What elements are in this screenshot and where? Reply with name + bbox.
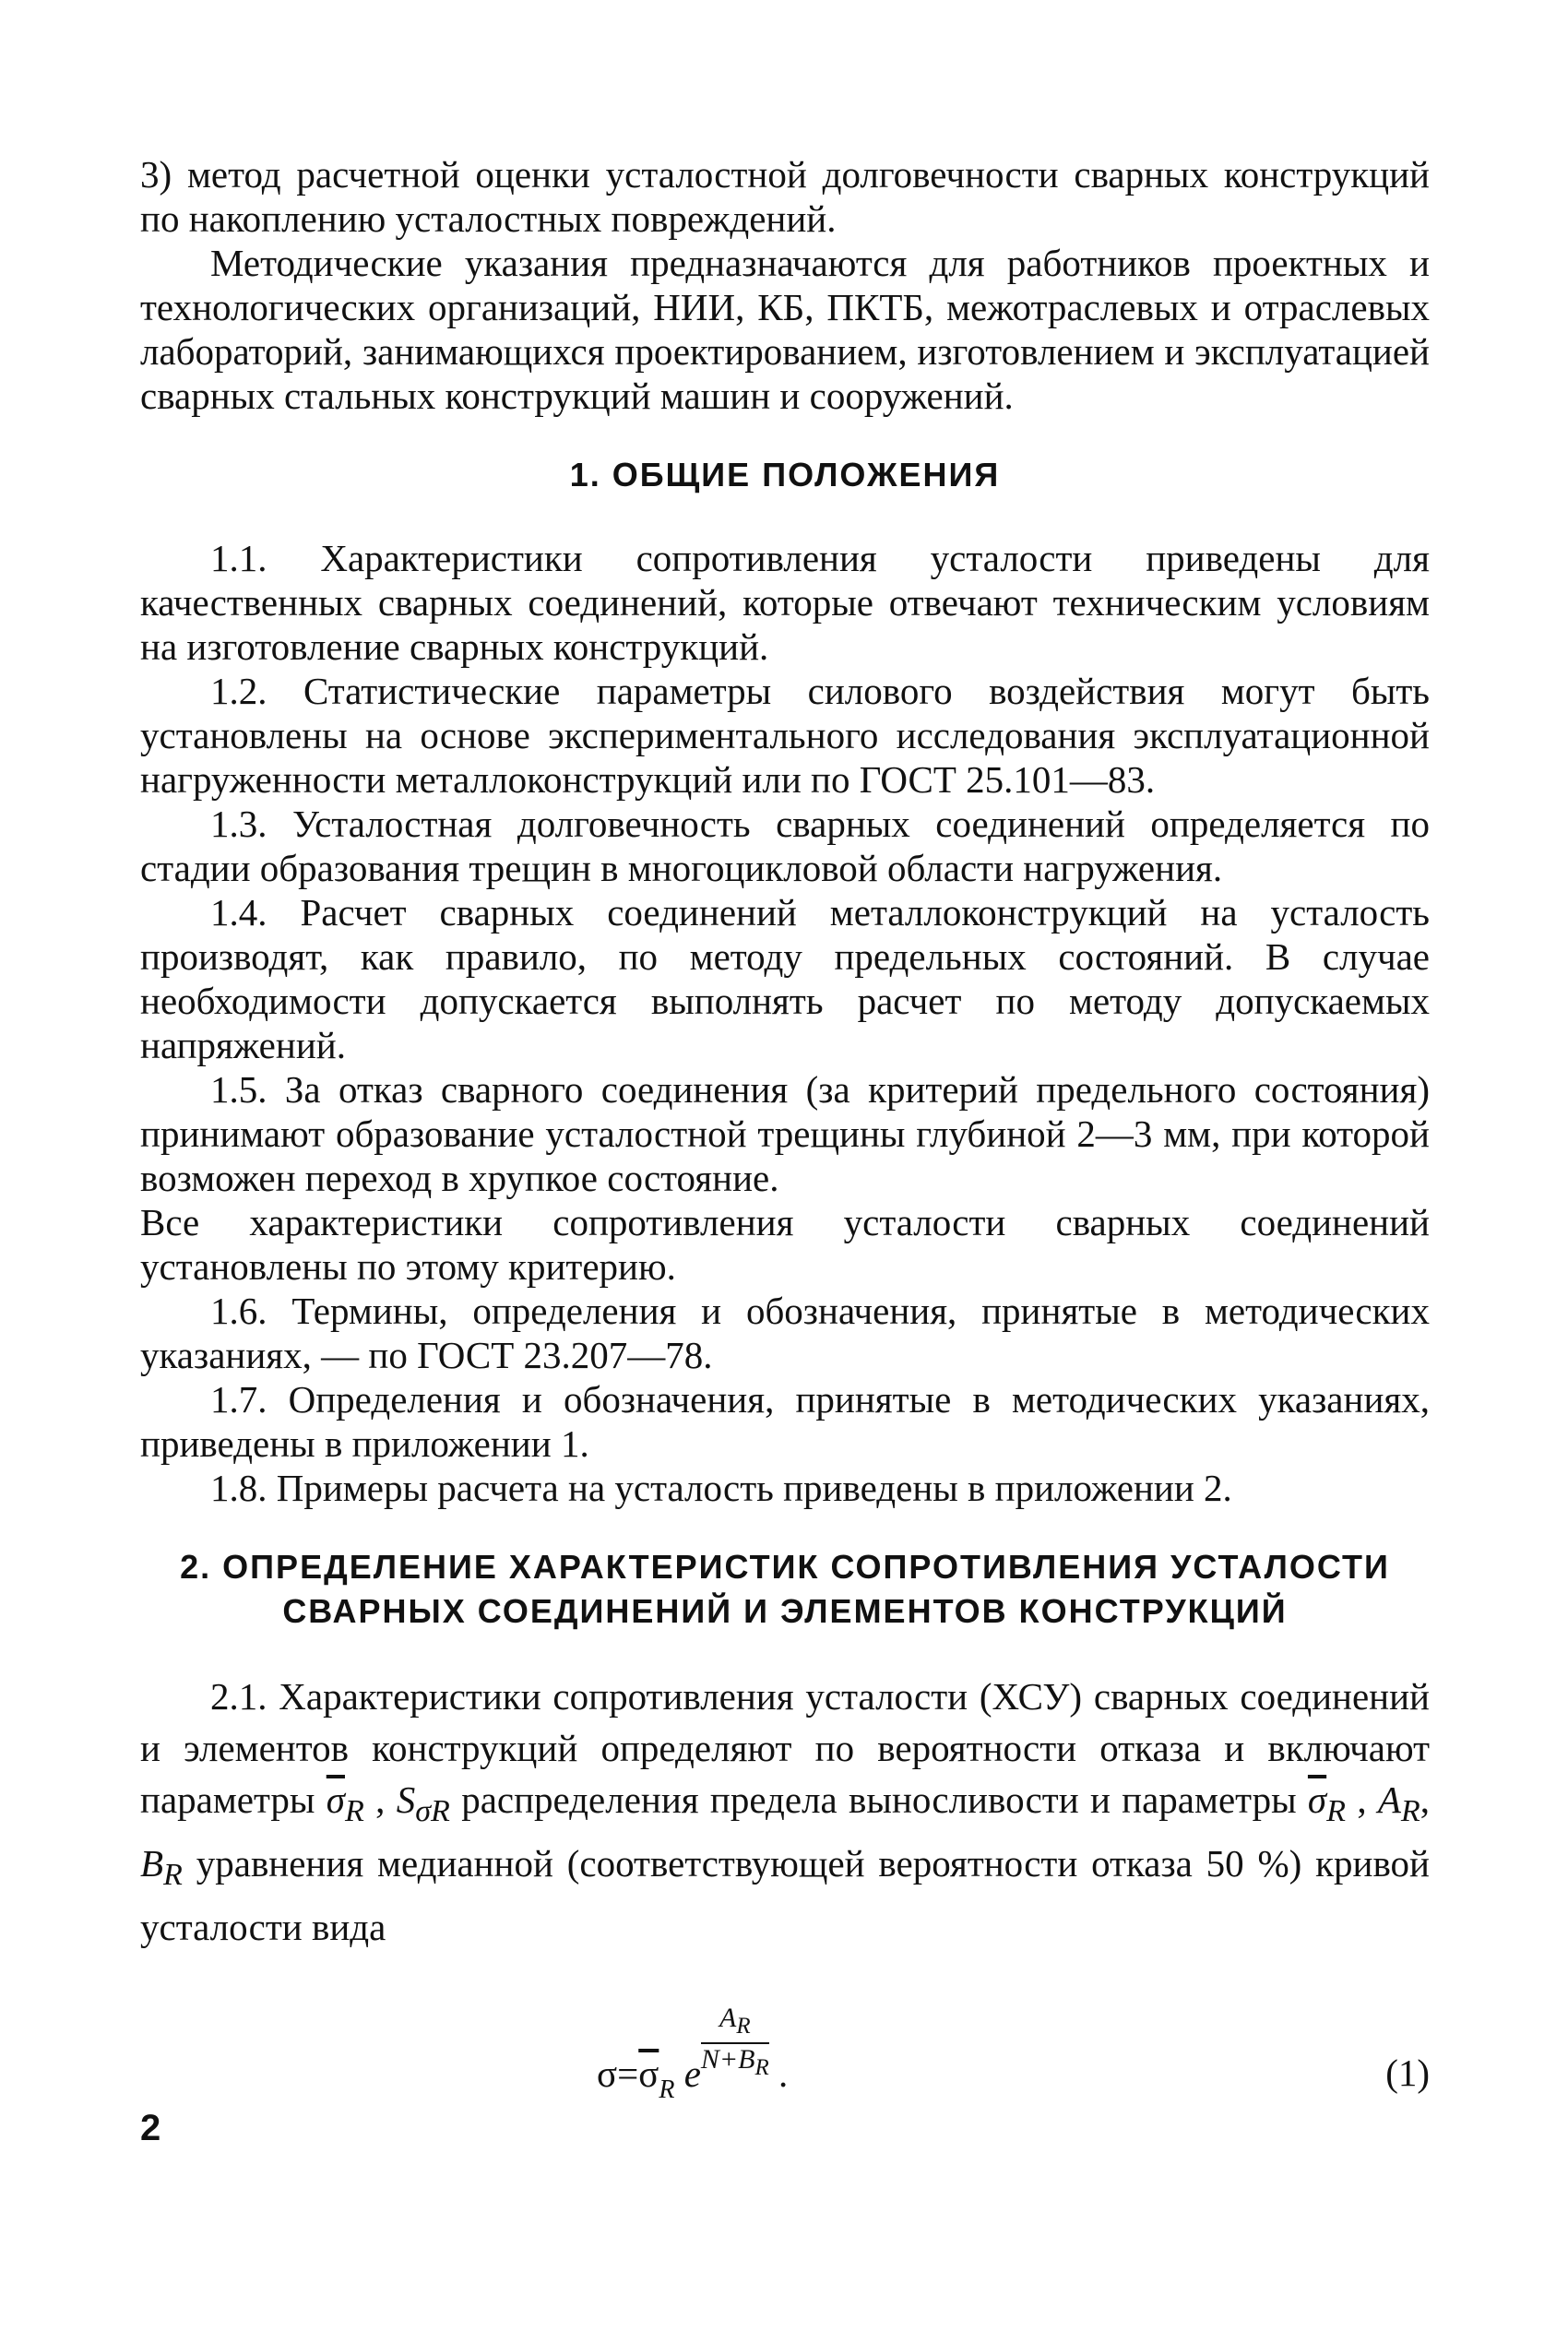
paragraph-2-1	[140, 1671, 1430, 1953]
paragraph-1-5-continued: Все характеристики сопротивления усталости сварных соединений установлены по этому критерию.	[140, 1201, 1430, 1288]
exponent-denominator	[701, 2044, 769, 2084]
a-r-subscript: R	[1400, 1794, 1420, 1829]
formula-base-subscript: R	[659, 2075, 675, 2105]
paragraph-2-1-text-c: уравнения медианной (соответствующей вероятности отказа 50 %) кривой усталости вида	[140, 1842, 1430, 1949]
separator-1: ,	[363, 1778, 397, 1821]
paragraph-1-1: 1.1. Характеристики сопротивления усталости приведены для качественных сварных соединений, которые отвечают техническим условиям на изготовление сварных конструкций.	[140, 537, 1430, 668]
separator-2: ,	[1346, 1778, 1378, 1821]
paragraph-1-7: 1.7. Определения и обозначения, принятые в методических указаниях, приведены в приложении 1.	[140, 1378, 1430, 1465]
sigma-r-subscript: R	[344, 1794, 364, 1829]
sigma-r-subscript-2: R	[1326, 1794, 1347, 1829]
paragraph-2-1-text-a: 2.1. Характеристики сопротивления усталости (ХСУ) сварных соединений и элементов конструкций определяют по вероятности отказа и включают параметры	[140, 1675, 1430, 1821]
separator-3: ,	[1420, 1778, 1431, 1821]
section-2-heading-line-2: СВАРНЫХ СОЕДИНЕНИЙ И ЭЛЕМЕНТОВ КОНСТРУКЦИЙ	[282, 1592, 1288, 1630]
intro-item-3: 3) метод расчетной оценки усталостной долговечности сварных конструкций по накоплению усталостных повреждений.	[140, 153, 1430, 240]
denominator-n-plus-b: N+B	[700, 2044, 755, 2075]
formula-exponential: e	[683, 2052, 701, 2096]
s-sigma-symbol: S	[396, 1778, 416, 1821]
page-content	[140, 152, 1430, 2104]
section-2-heading	[140, 1545, 1430, 1634]
paragraph-1-5: 1.5. За отказ сварного соединения (за критерий предельного состояния) принимают образование усталостной трещины глубиной 2—3 мм, при которой возможен переход в хрупкое состояние.	[140, 1068, 1430, 1199]
sigma-r-bar-symbol: $\overline{\sigma}$	[326, 1778, 345, 1821]
exponent-numerator	[701, 2003, 769, 2044]
formula-exponent	[701, 2003, 769, 2084]
formula-base: $\overline{\sigma}$	[638, 2052, 659, 2096]
sigma-r-bar-symbol-2: $\overline{\sigma}$	[1307, 1778, 1327, 1821]
fatigue-curve-formula	[597, 2003, 788, 2112]
paragraph-1-3: 1.3. Усталостная долговечность сварных соединений определяется по стадии образования трещин в многоцикловой области нагружения.	[140, 803, 1430, 889]
s-sigma-subscript: σR	[415, 1794, 450, 1829]
numerator-a: A	[719, 2003, 737, 2034]
a-r-symbol: A	[1377, 1778, 1401, 1821]
b-r-subscript: R	[163, 1858, 183, 1893]
denominator-subscript: R	[754, 2055, 769, 2081]
paragraph-2-1-text-b: распределения предела выносливости и параметры	[449, 1778, 1297, 1821]
exponent-fraction	[701, 2003, 769, 2084]
equation-number: (1)	[1385, 2052, 1430, 2095]
formula-lhs: σ=	[597, 2052, 639, 2096]
b-r-symbol: B	[140, 1842, 164, 1885]
intro-purpose-paragraph: Методические указания предназначаются для работников проектных и технологических организаций, НИИ, КБ, ПКТБ, межотраслевых и отраслевых лабораторий, занимающихся проектированием, изготовлением и эксплуатацией сварных стальных конструкций машин и сооружений.	[140, 242, 1430, 417]
paragraph-1-2: 1.2. Статистические параметры силового воздействия могут быть установлены на основе экспериментального исследования эксплуатационной нагруженности металлоконструкций или по ГОСТ 25.101—83.	[140, 670, 1430, 801]
section-1-heading: 1. ОБЩИЕ ПОЛОЖЕНИЯ	[569, 456, 1001, 494]
paragraph-1-6: 1.6. Термины, определения и обозначения, принятые в методических указаниях, — по ГОСТ 23.207—78.	[140, 1290, 1430, 1376]
formula-1-block	[140, 1993, 1430, 2104]
numerator-subscript: R	[736, 2014, 751, 2040]
page-number: 2	[140, 2108, 161, 2148]
paragraph-1-4: 1.4. Расчет сварных соединений металлоконструкций на усталость производят, как правило, по методу предельных состояний. В случае необходимости допускается выполнять расчет по методу допускаемых напряжений.	[140, 891, 1430, 1066]
paragraph-1-8: 1.8. Примеры расчета на усталость приведены в приложении 2.	[210, 1467, 1232, 1509]
section-2-heading-line-1: 2. ОПРЕДЕЛЕНИЕ ХАРАКТЕРИСТИК СОПРОТИВЛЕНИЯ УСТАЛОСТИ	[180, 1548, 1390, 1586]
formula-period: .	[778, 2052, 789, 2096]
